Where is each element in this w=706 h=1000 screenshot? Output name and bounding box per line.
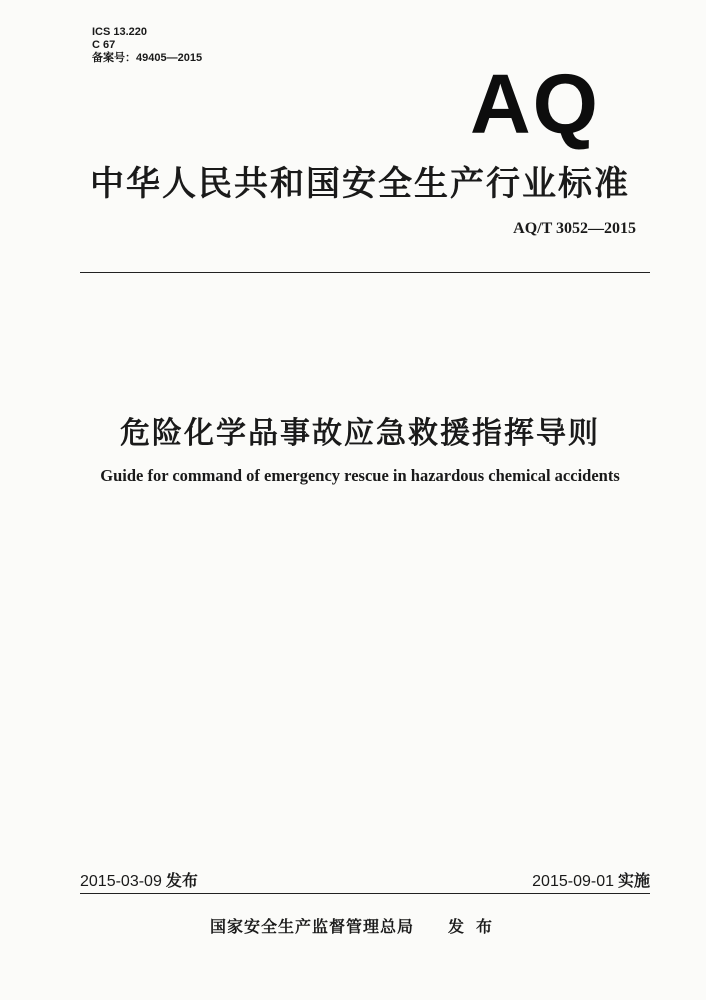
standard-category-title: 中华人民共和国安全生产行业标准 [90,164,630,204]
ics-code: ICS 13.220 [92,26,148,38]
publish-label: 发布 [165,871,198,890]
implement-label: 实施 [617,871,650,890]
ccs-code: C 67 [92,39,116,51]
document-title-english: Guide for command of emergency rescue in hazardous chemical accidents [100,466,620,485]
bottom-divider [80,893,650,894]
filing-number: 备案号：49405—2015 [92,52,203,64]
top-divider [80,272,650,273]
publish-date-value: 2015-03-09 [80,873,162,890]
aq-logo: AQ [470,57,600,151]
implement-date-value: 2015-09-01 [532,873,614,890]
issuer-action: 发布 [448,917,505,936]
standard-number: AQ/T 3052—2015 [513,220,636,237]
document-title-chinese: 危险化学品事故应急救援指挥导则 [120,416,600,451]
classification-block [92,26,202,65]
issuing-authority [210,914,504,937]
implement-date [532,868,650,891]
issuer-name: 国家安全生产监督管理总局 [210,917,415,936]
publish-date [80,868,198,891]
